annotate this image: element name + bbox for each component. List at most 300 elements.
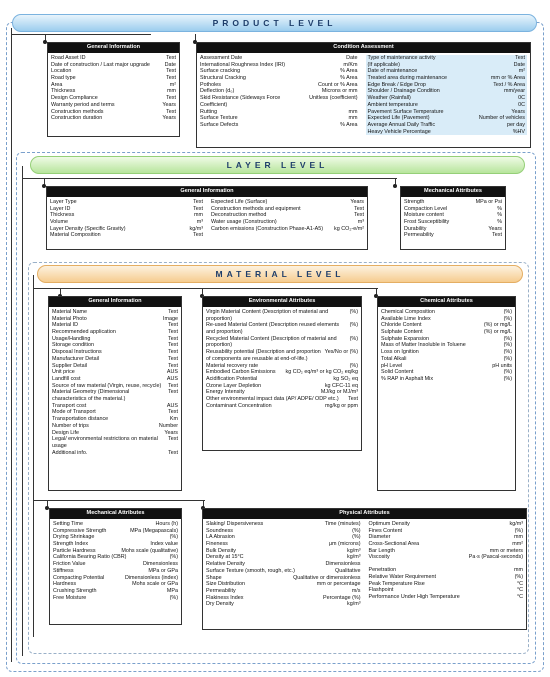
- attribute-unit: Text: [168, 349, 178, 356]
- attribute-unit: Percentage (%): [323, 594, 361, 601]
- attribute-name: Penetration: [368, 567, 397, 574]
- attribute-row: [206, 403, 358, 410]
- attribute-unit: kg SO₂ eq: [333, 375, 358, 382]
- attribute-unit: mm or % Area: [490, 75, 525, 82]
- attribute-name: Size Distribution: [206, 581, 245, 588]
- attribute-name: International Roughness Index (IRI): [200, 61, 286, 68]
- attribute-row: [200, 95, 358, 108]
- attribute-name: Available Lime Index: [381, 315, 431, 322]
- attribute-unit: Dimensionless (index): [124, 574, 178, 581]
- attribute-name: Friction Value: [53, 561, 86, 568]
- attribute-row: [200, 109, 358, 116]
- attribute-unit: Text: [166, 68, 176, 75]
- attribute-unit: AUS: [166, 369, 178, 376]
- attribute-name: Layer ID: [50, 205, 71, 212]
- attribute-name: Treated area during maintenance: [367, 75, 448, 82]
- attribute-row: [206, 309, 358, 322]
- attribute-name: Particle Hardness: [53, 547, 96, 554]
- attribute-name: Performance Under High Temperature: [368, 593, 460, 600]
- attribute-name: Shape: [206, 574, 222, 581]
- attribute-row: [53, 575, 178, 582]
- attribute-name: Surface cracking: [200, 68, 241, 75]
- attribute-unit: Index value: [150, 541, 178, 548]
- attribute-row: [51, 102, 176, 109]
- attribute-unit: Time (minutes): [324, 520, 361, 527]
- attribute-unit: Years: [164, 429, 178, 436]
- attribute-unit: pH units: [492, 362, 512, 369]
- attribute-row: [52, 376, 178, 383]
- attribute-row: [206, 534, 361, 541]
- attribute-name: Weather (Rainfall): [367, 95, 411, 102]
- layer-mechanical-attributes-box: [400, 186, 506, 250]
- attribute-unit: Text: [168, 342, 178, 349]
- attribute-unit: Text: [168, 436, 178, 443]
- attribute-name: Relative Water Requirement: [368, 573, 437, 580]
- attribute-row: [200, 88, 358, 95]
- attribute-row: [206, 322, 358, 335]
- attribute-row: [381, 316, 512, 323]
- attribute-unit: Text: [193, 198, 203, 205]
- attribute-row: [52, 436, 178, 449]
- attribute-row: [50, 212, 203, 219]
- attribute-unit: (%): [514, 527, 523, 534]
- attribute-name: Ambient temperature: [367, 101, 418, 108]
- attribute-name: Dry Density: [206, 601, 234, 608]
- attribute-name: Edge Break / Edge Drop: [367, 81, 426, 88]
- attribute-row: [51, 68, 176, 75]
- attribute-unit: Text: [168, 355, 178, 362]
- attribute-row: [53, 521, 178, 528]
- attribute-row: [206, 349, 358, 362]
- attribute-unit: AUS: [166, 375, 178, 382]
- attribute-name: Material Photo: [52, 315, 87, 322]
- attribute-row: [206, 541, 361, 548]
- attribute-unit: (%): [349, 362, 358, 369]
- attribute-name: Water usage (Construction): [211, 219, 277, 226]
- attribute-unit: Text: [193, 205, 203, 212]
- attribute-unit: °C: [516, 587, 523, 594]
- attribute-name: Design Life: [52, 429, 79, 436]
- attribute-name: Carbon emissions (Construction Phase-A1-A5): [211, 225, 324, 232]
- attribute-row: [52, 389, 178, 402]
- attribute-name: Surface Texture (smooth, rough, etc.): [206, 567, 295, 574]
- attribute-name: Bulk Density: [206, 547, 236, 554]
- attribute-name: Compacting Potential: [53, 574, 105, 581]
- attribute-unit: (%): [169, 554, 178, 561]
- attribute-unit: (%): [514, 573, 523, 580]
- attribute-row: [206, 595, 361, 602]
- attribute-unit: MPa or Psi: [475, 198, 502, 205]
- attribute-name: Surface Defects: [200, 121, 239, 128]
- attribute-name: Bar Length: [368, 547, 395, 554]
- attribute-name: Supplier Detail: [52, 362, 88, 369]
- attribute-row: [381, 369, 512, 376]
- attribute-name: Frost Susceptibility: [404, 219, 450, 226]
- attribute-row: [206, 575, 361, 582]
- attribute-name: Date of maintenance: [367, 68, 418, 75]
- attribute-row: [206, 601, 361, 608]
- attribute-unit: (%): [349, 322, 358, 329]
- box-title: Condition Assessment: [197, 43, 530, 53]
- attribute-row: [206, 336, 358, 349]
- attribute-row: [53, 528, 178, 535]
- attribute-name: Soundness: [206, 527, 233, 534]
- attribute-unit: mm/year: [504, 88, 525, 95]
- environmental-attributes-box: [202, 296, 362, 451]
- attribute-unit: Text: [168, 389, 178, 396]
- attribute-name: Viscosity: [368, 554, 390, 561]
- attribute-row: [368, 82, 526, 89]
- attribute-unit: (%): [349, 335, 358, 342]
- attribute-unit: AUS: [166, 402, 178, 409]
- attribute-unit: Text: [354, 205, 364, 212]
- box-title: General Information: [47, 187, 367, 197]
- attribute-name: Sulphate Content: [381, 329, 423, 336]
- product-level-banner: PRODUCT LEVEL: [12, 14, 537, 32]
- attribute-unit: Years: [511, 108, 525, 115]
- attribute-row: [369, 567, 524, 574]
- attribute-name: Construction methods and equipment: [211, 205, 301, 212]
- attribute-unit: kg/m³: [189, 225, 203, 232]
- attribute-row: [51, 62, 176, 69]
- attribute-row: [53, 561, 178, 568]
- attribute-row: [52, 356, 178, 363]
- attribute-unit: %HV: [512, 128, 525, 135]
- attribute-name: Deflection (d₀): [200, 88, 235, 95]
- attribute-unit: (%) or mg/L: [483, 322, 512, 329]
- attribute-row: [53, 548, 178, 555]
- attribute-unit: Pa·s (Pascal-seconds): [468, 554, 523, 561]
- attribute-row: [369, 594, 524, 601]
- attribute-row: [404, 226, 502, 233]
- attribute-unit: Text: [168, 362, 178, 369]
- attribute-row: [52, 342, 178, 349]
- attribute-name: Relative Density: [206, 561, 245, 568]
- attribute-row: [52, 329, 178, 336]
- attribute-unit: Unitless (coefficient): [309, 95, 358, 102]
- box-title: Environmental Attributes: [203, 297, 361, 307]
- attribute-unit: Number of vehicles: [478, 115, 525, 122]
- attribute-unit: Text: [348, 396, 358, 403]
- rows-right: [366, 55, 528, 135]
- attribute-name: Strength: [404, 198, 425, 205]
- attribute-unit: °C: [516, 580, 523, 587]
- attribute-unit: m³: [357, 219, 364, 226]
- attribute-name: Material recovery rate: [206, 362, 259, 369]
- attribute-row: [368, 95, 526, 102]
- box-title: General Information: [48, 43, 179, 53]
- attribute-name: Energy Intensity: [206, 389, 245, 396]
- attribute-row: [381, 309, 512, 316]
- attribute-name: Storage condition: [52, 342, 94, 349]
- attribute-unit: m²: [518, 68, 525, 75]
- rows: [48, 53, 179, 124]
- attribute-row: [51, 55, 176, 62]
- attribute-name: Mass of Matter Insoluble in Toluene: [381, 342, 466, 349]
- attribute-unit: (%): [503, 375, 512, 382]
- attribute-unit: m³: [196, 219, 203, 226]
- attribute-row: [52, 416, 178, 423]
- attribute-unit: Text: [354, 212, 364, 219]
- attribute-unit: per day: [507, 121, 525, 128]
- attribute-unit: Years: [162, 101, 176, 108]
- attribute-unit: kg/m³: [347, 554, 361, 561]
- attribute-name: Chloride Content: [381, 322, 422, 329]
- attribute-unit: Text: [166, 54, 176, 61]
- rows: [378, 307, 515, 385]
- rows-left: [206, 521, 361, 608]
- attribute-name: Recycled Material Content (Description of material and proportion): [206, 335, 337, 349]
- attribute-row: [211, 219, 364, 226]
- attribute-name: Warranty period and terms: [51, 101, 115, 108]
- attribute-name: California Bearing Ratio (CBR): [53, 554, 127, 561]
- rows: [401, 197, 505, 241]
- attribute-row: [200, 82, 358, 89]
- attribute-name: Material Composition: [50, 232, 101, 239]
- attribute-row: [200, 115, 358, 122]
- attribute-unit: MPa or GPa: [148, 567, 178, 574]
- rows: [49, 307, 181, 458]
- attribute-name: Virgin Material Content (Description of material and proportion): [206, 308, 329, 322]
- attribute-row: [381, 363, 512, 370]
- attribute-row: [404, 212, 502, 219]
- attribute-row: [53, 588, 178, 595]
- attribute-unit: Text: [492, 232, 502, 239]
- attribute-row: [52, 349, 178, 356]
- attribute-row: [369, 521, 524, 528]
- attribute-unit: %: [497, 219, 502, 226]
- attribute-name: Surface Texture: [200, 115, 238, 122]
- attribute-unit: MPa (Megapascals): [130, 527, 178, 534]
- attribute-name: Diameter: [368, 534, 391, 541]
- attribute-unit: %: [497, 205, 502, 212]
- attribute-row: [206, 561, 361, 568]
- attribute-name: Transportation distance: [52, 416, 109, 423]
- attribute-unit: Text: [166, 95, 176, 102]
- attribute-row: [368, 75, 526, 82]
- attribute-row: [206, 383, 358, 390]
- attribute-unit: Text: [168, 382, 178, 389]
- attribute-unit: (%): [503, 335, 512, 342]
- attribute-unit: (%): [503, 349, 512, 356]
- attribute-name: Re-used Material Content (Description reused elements and proportion): [206, 322, 340, 336]
- attribute-unit: %: [497, 212, 502, 219]
- attribute-name: Hardness: [53, 581, 77, 588]
- attribute-unit: Hours (h): [155, 520, 178, 527]
- layer-level-banner: LAYER LEVEL: [30, 156, 525, 174]
- attribute-row: [51, 82, 176, 89]
- rows: [50, 519, 181, 603]
- attribute-name: Thickness: [50, 212, 75, 219]
- attribute-name: Chemical Composition: [381, 308, 435, 315]
- attribute-unit: kg CFC-11 eq: [324, 382, 358, 389]
- attribute-unit: °C: [516, 593, 523, 600]
- attribute-unit: mm: [167, 88, 176, 95]
- attribute-name: Source of raw material (Virgin, reuse, recycle): [52, 382, 162, 389]
- attribute-unit: Dimensionless: [325, 561, 361, 568]
- attribute-row: [52, 403, 178, 410]
- attribute-unit: Text: [168, 335, 178, 342]
- attribute-row: [53, 581, 178, 588]
- attribute-unit: Text: [193, 232, 203, 239]
- attribute-unit: (%): [352, 534, 361, 541]
- attribute-row: [52, 316, 178, 323]
- attribute-row: [369, 541, 524, 548]
- attribute-row: [368, 109, 526, 116]
- attribute-unit: Text / % Area: [493, 81, 525, 88]
- attribute-name: Layer Density (Specific Gravity): [50, 225, 126, 232]
- attribute-row: [369, 534, 524, 541]
- attribute-unit: Date: [513, 61, 525, 68]
- attribute-name: (If applicable): [367, 61, 400, 68]
- attribute-unit: Mohs scale or GPa: [132, 581, 178, 588]
- attribute-name: Area: [51, 81, 63, 88]
- attribute-unit: % Area: [340, 68, 358, 75]
- attribute-row: [52, 409, 178, 416]
- attribute-name: Setting Time: [53, 520, 83, 527]
- physical-attributes-box: [202, 508, 527, 630]
- attribute-name: Additional info.: [52, 449, 88, 456]
- attribute-unit: Text: [168, 308, 178, 315]
- attribute-name: Mode of Transport: [52, 409, 96, 416]
- attribute-name: Flakiness Index: [206, 594, 244, 601]
- attribute-name: Road type: [51, 75, 76, 82]
- attribute-row: [52, 336, 178, 343]
- attribute-unit: kg CO₂ eq/m³ or kg CO₂ eq/kg: [285, 369, 358, 376]
- rows-right: [211, 199, 364, 239]
- attribute-row: [211, 206, 364, 213]
- attribute-name: Slaking/ Dispersiveness: [206, 520, 264, 527]
- box-title: Mechanical Attributes: [50, 509, 181, 519]
- attribute-name: Material Geometry (Dimensional characteristics of the material.): [52, 389, 130, 403]
- attribute-unit: (%): [349, 308, 358, 315]
- attribute-row: [369, 554, 524, 561]
- attribute-row: [206, 376, 358, 383]
- attribute-name: Skid Resistance (Sideways Force Coefficient): [200, 95, 281, 108]
- attribute-row: [404, 199, 502, 206]
- attribute-row: [381, 356, 512, 363]
- attribute-unit: Dimensionless: [142, 561, 178, 568]
- attribute-row: [369, 581, 524, 588]
- attribute-unit: (%): [352, 527, 361, 534]
- attribute-row: [381, 342, 512, 349]
- attribute-unit: mm or meters: [489, 547, 523, 554]
- attribute-name: Deconstruction method: [211, 212, 267, 219]
- attribute-name: Ozone Layer Depletion: [206, 382, 262, 389]
- attribute-unit: mm: [194, 212, 203, 219]
- attribute-name: Average Annual Daily Traffic: [367, 121, 436, 128]
- attribute-unit: mm: [514, 534, 523, 541]
- attribute-unit: (%): [503, 342, 512, 349]
- attribute-unit: Km: [169, 416, 178, 423]
- attribute-name: Stiffness: [53, 567, 74, 574]
- attribute-name: LA Abrasion: [206, 534, 235, 541]
- attribute-row: [52, 383, 178, 390]
- attribute-row: [381, 336, 512, 343]
- attribute-row: [206, 521, 361, 528]
- attribute-name: Usage/Handling: [52, 335, 91, 342]
- attribute-row: [206, 568, 361, 575]
- attribute-name: Volume: [50, 219, 68, 226]
- attribute-row: [53, 554, 178, 561]
- box-title: Mechanical Attributes: [401, 187, 505, 197]
- attribute-row: [206, 389, 358, 396]
- attribute-unit: m/s: [351, 587, 361, 594]
- attribute-name: Thickness: [51, 88, 76, 95]
- attribute-row: [206, 581, 361, 588]
- attribute-row: [381, 329, 512, 336]
- attribute-unit: (%): [503, 308, 512, 315]
- attribute-name: Fines Content: [368, 527, 403, 534]
- attribute-unit: mm²: [512, 541, 523, 548]
- attribute-unit: Text: [166, 108, 176, 115]
- attribute-unit: Text: [166, 75, 176, 82]
- attribute-unit: kg/m³: [509, 520, 523, 527]
- attribute-name: Assessment Date: [200, 54, 243, 61]
- attribute-row: [53, 568, 178, 575]
- attribute-unit: MJ/kg or MJ/m³: [320, 389, 358, 396]
- attribute-name: Material Name: [52, 308, 88, 315]
- attribute-name: Expected Life (Pavement): [367, 115, 430, 122]
- rows-left: [50, 199, 203, 239]
- attribute-row: [206, 548, 361, 555]
- product-general-info-box: [47, 42, 180, 137]
- attribute-row: [211, 226, 364, 233]
- material-mechanical-attributes-box: [49, 508, 182, 625]
- attribute-row: [404, 232, 502, 239]
- attribute-unit: Years: [162, 115, 176, 122]
- attribute-row: [53, 541, 178, 548]
- attribute-name: Road Asset ID: [51, 54, 86, 61]
- attribute-unit: mg/kg or ppm: [325, 402, 358, 409]
- attribute-name: Moisture content: [404, 212, 444, 219]
- attribute-name: Number of trips: [52, 422, 89, 429]
- attribute-row: [381, 349, 512, 356]
- attribute-row: [369, 574, 524, 581]
- attribute-unit: Yes/No or (%): [324, 349, 358, 356]
- attribute-unit: (%) or mg/L: [483, 329, 512, 336]
- attribute-row: [53, 534, 178, 541]
- attribute-unit: Text: [515, 54, 525, 61]
- attribute-unit: (%): [169, 594, 178, 601]
- attribute-name: Strength Index: [53, 541, 89, 548]
- attribute-unit: μm (microns): [328, 541, 361, 548]
- attribute-unit: mm: [514, 567, 523, 574]
- attribute-row: [50, 232, 203, 239]
- attribute-row: [200, 122, 358, 129]
- attribute-row: [52, 450, 178, 457]
- attribute-unit: m/Km: [343, 61, 358, 68]
- attribute-row: [404, 219, 502, 226]
- attribute-unit: Number: [158, 422, 178, 429]
- attribute-row: [51, 109, 176, 116]
- attribute-row: [368, 62, 526, 69]
- attribute-row: [368, 88, 526, 95]
- attribute-row: [52, 309, 178, 316]
- attribute-row: [368, 129, 526, 136]
- attribute-name: Embodied Carbon Emissions: [206, 369, 276, 376]
- attribute-row: [50, 199, 203, 206]
- attribute-name: Shoulder / Drainage Condition: [367, 88, 440, 95]
- attribute-row: [206, 396, 358, 403]
- attribute-unit: 0C: [518, 101, 525, 108]
- attribute-unit: (%): [503, 369, 512, 376]
- attribute-unit: m²: [169, 81, 176, 88]
- attribute-name: Location: [51, 68, 72, 75]
- attribute-row: [368, 55, 526, 62]
- attribute-name: Drying Shrinkage: [53, 534, 95, 541]
- attribute-row: [51, 95, 176, 102]
